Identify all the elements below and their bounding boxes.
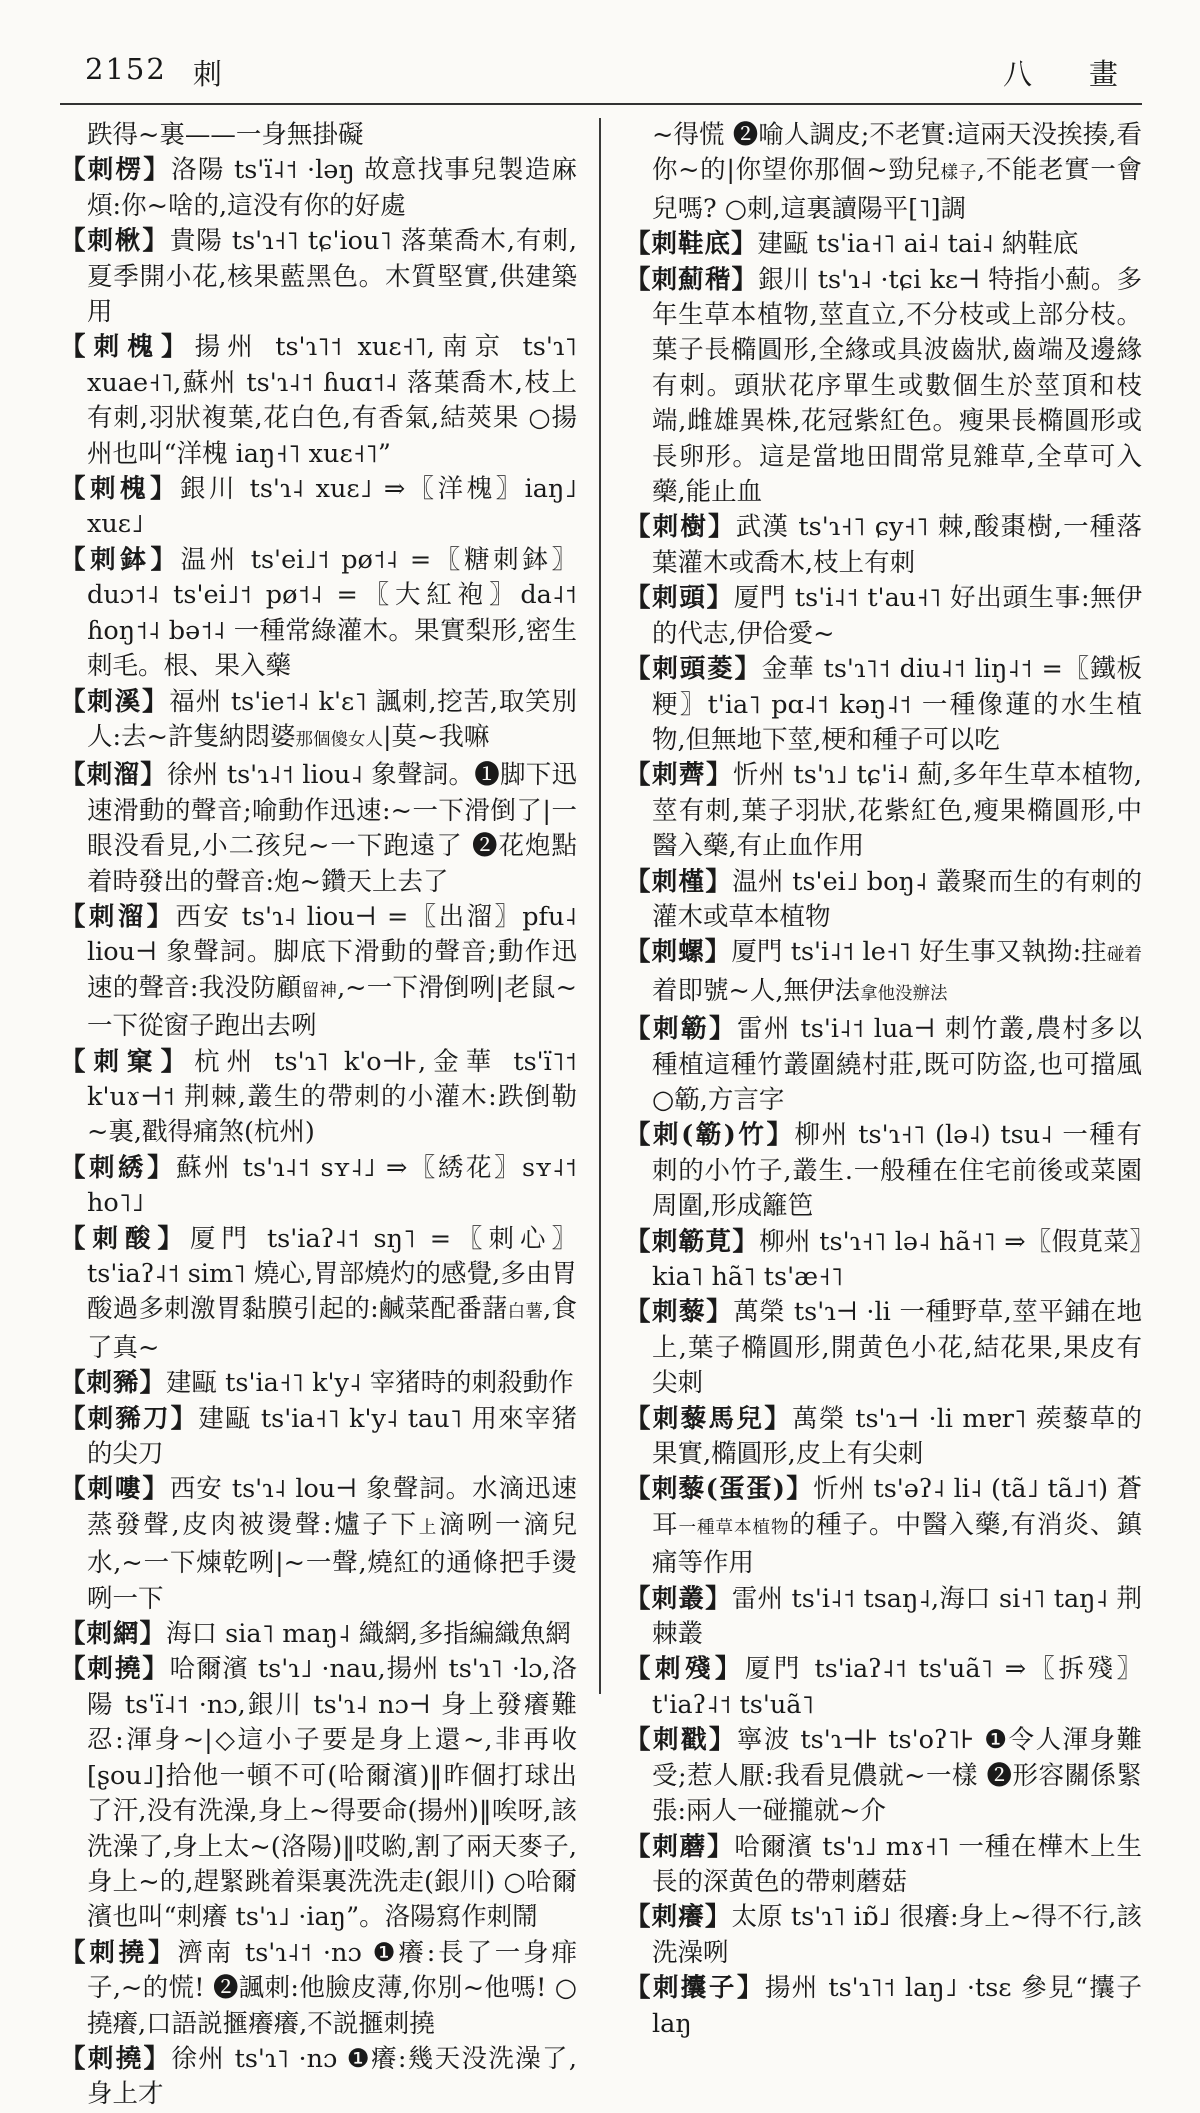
gloss-annotation: 樣子 (940, 163, 977, 184)
entry-text: 海口 sia˥ maŋ˨ 織網,多指編織魚網 (166, 1619, 571, 1650)
entry-text: 貴陽 ts'ɿ˧˥ tɕ'iou˥ 落葉喬木,有刺,夏季開小花,核果藍黑色。木質堅實,供建築用 (87, 226, 577, 328)
entry-headword: 【刺溜】 (60, 760, 167, 791)
dict-entry (625, 1900, 1142, 1971)
entry-text: 福州 ts'ie˦˨ k'ɛ˥ 諷刺,挖苦,取笑別人:去~許隻納悶婆 (87, 686, 577, 752)
dict-entry (625, 1652, 1142, 1723)
entry-text: 寧波 ts'ɿ⊣⊦ ts'oʔ˥⊦ ❶令人渾身難受;惹人厭:我看見儂就~一樣 ❷形容關係緊張:兩人一碰攏就~介 (652, 1725, 1142, 1827)
entry-headword: 【刺豨刀】 (60, 1403, 199, 1434)
dict-entry (625, 1402, 1142, 1473)
dict-entry (60, 685, 577, 759)
gloss-annotation: 一種草本植物 (678, 1517, 790, 1538)
entry-text: ,~一下滑倒咧|老鼠~一下從窗子跑出去咧 (87, 972, 578, 1042)
entry-headword: 【刺樹】 (625, 512, 736, 543)
entry-text: 柳州 ts'ɿ˧˥ (lə˨) tsu˨ 一種有刺的小竹子,叢生.一般種在住宅前後或菜園周圍,形成籬笆 (652, 1120, 1142, 1222)
entry-headword: 【刺楞】 (60, 155, 172, 186)
entry-headword: 【刺鉢】 (60, 544, 181, 575)
entry-headword: 【刺嘍】 (60, 1474, 170, 1505)
entry-text: ~得慌 ❷喻人調皮;不老實:這兩天没挨揍,看你~的|你望你那個~勁兒 (652, 120, 1142, 186)
entry-headword: 【刺攮子】 (625, 1973, 765, 2004)
entry-text: 忻州 ts'əʔ˨ li˨ (tã˩ tã˩˦) 蒼耳 (652, 1474, 1143, 1540)
gloss-annotation: 拿他没辦法 (859, 983, 948, 1004)
gloss-annotation: 碰着 (1106, 945, 1142, 966)
dict-entry (625, 1012, 1142, 1118)
entry-text: 雷州 ts'i˨˦ tsaŋ˨,海口 si˧˥ taŋ˨ 荆棘叢 (652, 1583, 1142, 1650)
entry-headword: 【刺螺】 (625, 937, 732, 968)
dict-entry (625, 581, 1142, 652)
entry-headword: 【刺簕】 (625, 1014, 737, 1045)
entry-text: 銀川 ts'ɿ˨ ·tɕi kɛ⊣ 特指小薊。多年生草本植物,莖直立,不分枝或上部分枝。葉子長橢圓形,全緣或具波齒狀,齒端及邊緣有刺。頭狀花序單生或數個生於莖頂和枝端,雌雄異株,花冠紫紅色。瘦果長橢圓形或長卵形。這是當地田間常見雜草,全草可入藥,能止血 (652, 264, 1142, 508)
entry-text: 忻州 ts'ɿ˩ tɕ'i˨ 薊,多年生草本植物,莖有刺,葉子羽狀,花紫紅色,瘦果橢圓形,中醫入藥,有止血作用 (652, 760, 1142, 862)
entry-text: 温州 ts'ei˩˦ pø˦˨ =〖糖刺鉢〗duɔ˦˨ ts'ei˩˦ pø˦˨ =〖大紅袍〗da˨˦ ɦoŋ˦˨ bə˦˨ 一種常綠灌木。果實梨形,密生刺毛。根、果入藥 (87, 544, 577, 682)
dict-entry (60, 1617, 577, 1652)
dict-entry (60, 543, 577, 685)
dict-entry (60, 2042, 577, 2113)
entry-text: 洛陽 ts'ï˨˦ ·ləŋ 故意找事兒製造麻煩:你~啥的,這没有你的好處 (87, 155, 577, 221)
entry-text: 滴咧一滴兒水,~一下煉乾咧|~一聲,燒紅的通條把手燙咧一下 (87, 1509, 577, 1614)
entry-text: 太原 ts'ɿ˥ iɒ̃˩ 很癢:身上~得不行,該洗澡咧 (652, 1902, 1142, 1968)
gloss-annotation: 那個傻女人 (295, 729, 383, 750)
entry-text: 哈爾濱 ts'ɿ˩ ·nau,揚州 ts'ɿ˥ ·lɔ,洛陽 ts'ï˨˦ ·nɔ,銀川 ts'ɿ˨ nɔ⊣ 身上發癢難忍:渾身~|◇這小子要是身上還~,非再收[ʂou˩]拾他一頓不可(哈爾濱)‖昨個打球出了汗,没有洗澡,身上~得要命(揚州)‖唉呀,該洗澡了,身上太~(洛陽)‖哎喲,割了兩天麥子,身上~的,趕緊跳着渠裏洗洗走(銀川) ○哈爾濱也叫“刺癢 ts'ɿ˩ ·iaŋ”。洛陽寫作刺鬧 (87, 1654, 577, 1933)
entry-text: 西安 ts'ɿ˨ lou⊣ 象聲詞。水滴迅速蒸發聲,皮肉被燙聲:爐子下 (87, 1474, 577, 1540)
dict-entry (625, 1582, 1142, 1653)
entry-headword: 【刺豨】 (60, 1368, 167, 1399)
page-guide-character: 刺 (192, 57, 224, 91)
entry-text: 柳州 ts'ɿ˧˥ lə˨ hã˧˥ ⇒〖假莧菜〗kia˥ hã˥ ts'æ˧˥ (652, 1226, 1142, 1292)
dict-entry (60, 1402, 577, 1473)
dict-entry (625, 652, 1142, 758)
entry-headword: 【刺頭】 (625, 583, 734, 614)
dict-entry (625, 758, 1142, 864)
entry-text: 揚州 ts'ɿ˥˦ laŋ˩ ·tsɛ 參見“攮子 laŋ (652, 1973, 1142, 2039)
entry-headword: 【刺藜】 (625, 1297, 734, 1328)
gloss-annotation: 上 (418, 1517, 439, 1538)
dict-entry (625, 1830, 1142, 1901)
dict-entry (625, 510, 1142, 581)
entry-headword: 【刺槐】 (60, 332, 195, 363)
dict-entry (625, 1295, 1142, 1401)
entry-text: 建甌 ts'ia˧˥ k'y˨ tau˥ 用來宰猪的尖刀 (87, 1403, 577, 1470)
entry-text: 杭州 ts'ɿ˥ k'o⊣⊦,金華 ts'ï˥˦ k'uɤ⊣˦ 荆棘,叢生的帶刺的小灌木:跌倒勒~裏,戳得痛煞(杭州) (87, 1046, 577, 1148)
dict-entry (625, 1118, 1142, 1224)
dict-entry (60, 1366, 577, 1401)
dict-entry (625, 1225, 1142, 1296)
gloss-annotation: 留神 (301, 980, 338, 1001)
entry-headword: 【刺撓】 (60, 1937, 178, 1968)
entry-text: 雷州 ts'i˨˦ lua⊣ 刺竹叢,農村多以種植這種竹叢圍繞村莊,既可防盗,也可擋風 ○簕,方言字 (652, 1014, 1142, 1115)
entry-text: 徐州 ts'ɿ˨˦ liou˨ 象聲詞。❶脚下迅速滑動的聲音;喻動作迅速:~一下滑倒了|一眼没看見,小二孩兒~一下跑遠了 ❷花炮點着時發出的聲音:炮~鑽天上去了 (87, 760, 577, 897)
entry-text: 西安 ts'ɿ˨ liou⊣ =〖出溜〗pfu˨ liou⊣ 象聲詞。脚底下滑動的聲音;動作迅速的聲音:我没防顧 (87, 901, 577, 1003)
entry-text: 濟南 ts'ɿ˨˦ ·nɔ ❶癢:長了一身痱子,~的慌! ❷諷刺:他臉皮薄,你別~他嗎! ○撓癢,口語説擓癢癢,不説擓刺撓 (87, 1937, 577, 2039)
entry-headword: 【刺薊稭】 (625, 264, 759, 295)
entry-text: 厦門 ts'i˨˦ le˧˥ 好生事又執拗:拄 (731, 937, 1107, 968)
entry-headword: 【刺楸】 (60, 226, 170, 257)
entry-text: 徐州 ts'ɿ˥ ·nɔ ❶癢:幾天没洗澡了,身上才 (87, 2043, 577, 2110)
entry-headword: 【刺薺】 (625, 760, 733, 791)
dict-entry (625, 227, 1142, 262)
entry-headword: 【刺簕莧】 (625, 1226, 760, 1257)
running-head-left (85, 52, 224, 93)
text-columns (60, 118, 1143, 2110)
entry-headword: 【刺鞋底】 (625, 229, 758, 260)
entry-headword: 【刺戳】 (625, 1725, 737, 1756)
entry-text: 揚州 ts'ɿ˥˦ xuɛ˧˥,南京 ts'ɿ˥ xuae˧˥,蘇州 ts'ɿ˨˦ ɦuɑ˦˨ 落葉喬木,枝上有刺,羽狀複葉,花白色,有香氣,結莢果 ○揚州也叫“洋槐 iaŋ˧˥ xuɛ˧˥” (87, 332, 577, 469)
entry-headword: 【刺藜馬兒】 (625, 1403, 793, 1434)
entry-continuation (60, 118, 577, 153)
entry-text: 萬榮 ts'ɿ⊣ ·li 一種野草,莖平鋪在地上,葉子橢圓形,開黄色小花,結花果,果皮有尖刺 (652, 1297, 1142, 1399)
dict-entry (60, 1652, 577, 1935)
entry-headword: 【刺殘】 (625, 1654, 745, 1685)
dict-entry (60, 1045, 577, 1151)
entry-text: 萬榮 ts'ɿ⊣ ·li mɐr˥ 蒺藜草的果實,橢圓形,皮上有尖刺 (652, 1403, 1142, 1470)
entry-text: 厦門 ts'iaʔ˨˦ sŋ˥ =〖刺心〗ts'iaʔ˨˦ sim˥ 燒心,胃部燒灼的感覺,多由胃酸過多刺激胃黏膜引起的:鹹菜配番藷 (87, 1223, 577, 1325)
entry-headword: 【刺網】 (60, 1619, 167, 1650)
entry-headword: 【刺(簕)竹】 (625, 1120, 795, 1151)
entry-headword: 【刺酸】 (60, 1223, 190, 1254)
dict-entry (60, 758, 577, 900)
entry-headword: 【刺溪】 (60, 686, 170, 717)
entry-headword: 【刺撓】 (60, 2043, 172, 2074)
entry-headword: 【刺頭菱】 (625, 654, 762, 685)
entry-text: 哈爾濱 ts'ɿ˩ mɤ˧˥ 一種在樺木上生長的深黄色的帶刺蘑菇 (652, 1831, 1142, 1897)
dict-entry (60, 900, 577, 1045)
entry-text: 銀川 ts'ɿ˨ xuɛ˩ ⇒〖洋槐〗iaŋ˩ xuɛ˩ (87, 474, 577, 540)
entry-text: ,不能老實一會兒嗎? ○刺,這裏讀陽平[˥]調 (652, 155, 1143, 224)
dict-entry (60, 1936, 577, 2042)
dict-entry (60, 153, 577, 224)
entry-text: 的種子。中醫入藥,有消炎、鎮痛等作用 (652, 1509, 1142, 1579)
dict-entry (60, 1472, 577, 1617)
entry-text: 厦門 ts'i˨˦ t'au˧˥ 好出頭生事:無伊的代志,伊佮愛~ (652, 583, 1142, 649)
dict-entry (60, 224, 577, 330)
entry-headword: 【刺槐】 (60, 474, 180, 505)
dict-entry (625, 865, 1142, 936)
entry-continuation (625, 118, 1142, 227)
dict-entry (60, 1222, 577, 1367)
right-column (601, 118, 1143, 2039)
entry-headword: 【刺癢】 (625, 1902, 732, 1933)
running-head (60, 52, 1140, 92)
dict-entry (60, 330, 577, 472)
stroke-section-label: 八 畫 (1002, 57, 1132, 91)
entry-text: 跌得~裏——一身無掛礙 (87, 120, 364, 150)
entry-text: |莫~我嘛 (382, 721, 490, 752)
gloss-annotation: 白薯 (507, 1302, 544, 1323)
dict-entry (625, 1472, 1142, 1581)
left-column (60, 118, 601, 2110)
entry-headword: 【刺槿】 (625, 866, 733, 897)
entry-headword: 【刺窠】 (60, 1046, 195, 1077)
entry-text: 武漢 ts'ɿ˧˥ ɕy˧˥ 棘,酸棗樹,一種落葉灌木或喬木,枝上有刺 (652, 512, 1142, 578)
entry-headword: 【刺叢】 (625, 1583, 732, 1614)
entry-headword: 【刺溜】 (60, 901, 176, 932)
dict-entry (60, 472, 577, 543)
entry-text: 温州 ts'ei˩ boŋ˨ 叢聚而生的有刺的灌木或草本植物 (652, 866, 1142, 932)
entry-text: 着即號~人,無伊法 (652, 975, 860, 1006)
dict-entry (625, 1723, 1142, 1829)
dict-entry (625, 1971, 1142, 2042)
entry-headword: 【刺撓】 (60, 1654, 170, 1685)
entry-text: 建甌 ts'ia˧˥ ai˨ tai˨ 納鞋底 (757, 229, 1079, 260)
entry-text: 厦門 ts'iaʔ˨˦ ts'uã˥ ⇒〖拆殘〗t'iaʔ˨˦ ts'uã˥ (652, 1654, 1142, 1720)
dict-entry (60, 1151, 577, 1222)
entry-headword: 【刺藜(蛋蛋)】 (625, 1474, 814, 1505)
header-rule (60, 103, 1142, 105)
entry-headword: 【刺蘑】 (625, 1831, 735, 1862)
dict-entry (625, 935, 1142, 1012)
entry-text: 蘇州 ts'ɿ˨˦ sʏ˨˩ ⇒〖綉花〗sʏ˨˦ ho˥˩ (87, 1152, 577, 1219)
page-number: 2152 (85, 52, 167, 86)
entry-text: 金華 ts'ɿ˥˦ diu˨˦ liŋ˨˦ =〖鐵板粳〗t'ia˥ pɑ˨˦ kəŋ˨˦ 一種像蓮的水生植物,但無地下莖,梗和種子可以吃 (652, 654, 1142, 755)
dict-entry (625, 263, 1142, 511)
entry-text: 建甌 ts'ia˧˥ k'y˨ 宰猪時的刺殺動作 (166, 1368, 574, 1399)
entry-text: ,食了真~ (87, 1294, 578, 1363)
entry-headword: 【刺綉】 (60, 1152, 177, 1183)
